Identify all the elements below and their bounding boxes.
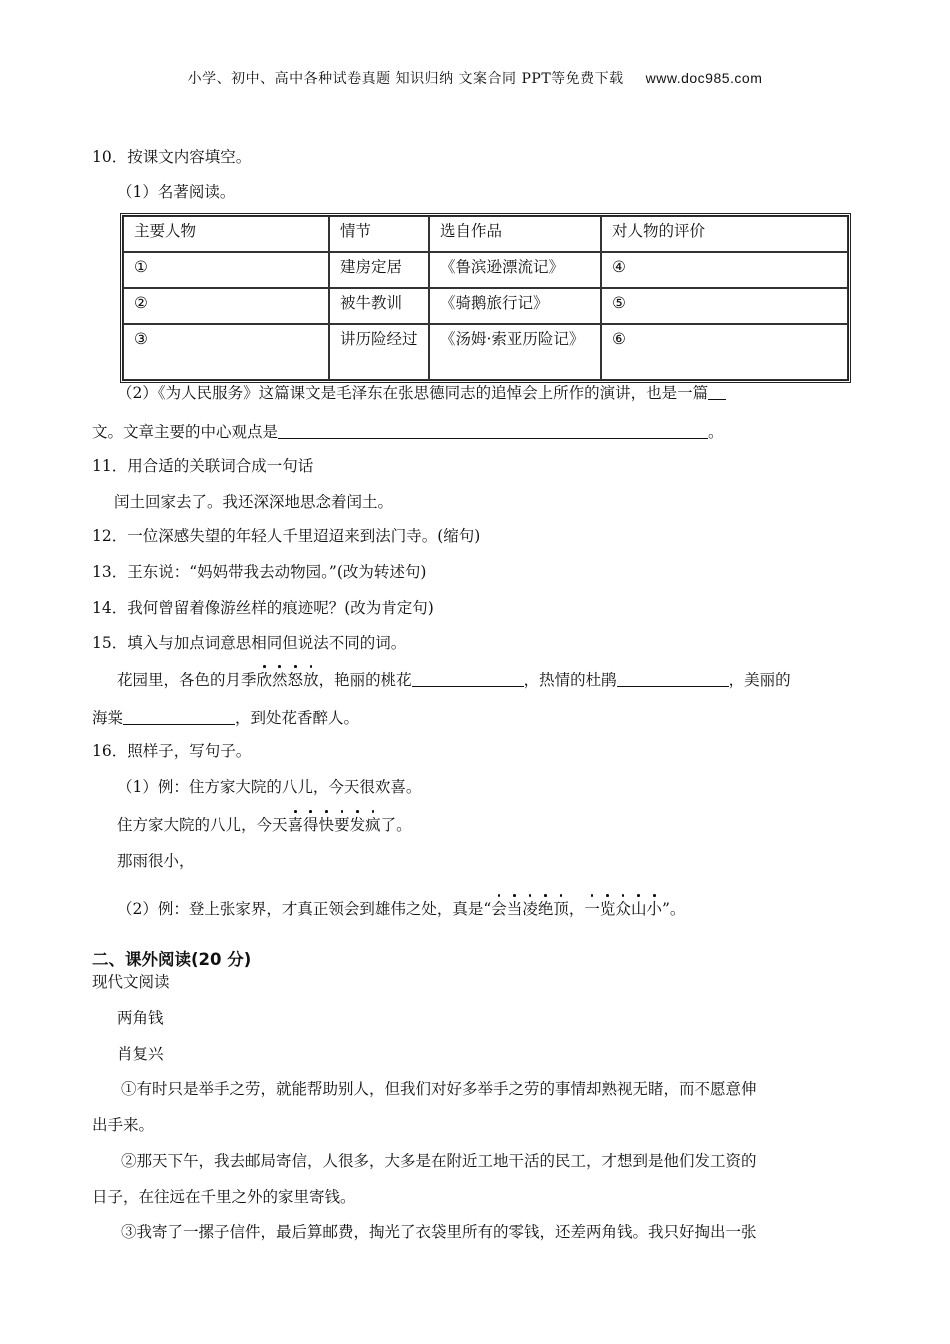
dotted-char: 要	[334, 816, 350, 834]
q15-text: 海棠	[92, 709, 124, 727]
table-cell: ③	[123, 324, 329, 380]
dotted-char: 发	[349, 816, 366, 834]
header-text: 小学、初中、高中各种试卷真题 知识归纳 文案合同 PPT等免费下载	[187, 71, 624, 87]
table-cell: 被牛教训	[329, 288, 429, 324]
table-header-cell: 选自作品	[429, 216, 601, 252]
dotted-char: 怒	[287, 671, 304, 689]
table-cell: 《汤姆·索亚历险记》	[429, 324, 601, 380]
dotted-phrase	[491, 900, 569, 918]
table-header-cell: 情节	[329, 216, 429, 252]
dotted-char: 得	[303, 816, 319, 834]
q16-text: ，	[568, 900, 585, 918]
paragraph-line: 日子，在往远在千里之外的家里寄钱。	[92, 1188, 356, 1206]
table-cell: 《骑鹅旅行记》	[429, 288, 601, 324]
table-cell: ④	[601, 252, 848, 288]
dotted-phrase	[584, 900, 662, 918]
article-author: 肖复兴	[117, 1045, 164, 1063]
table-header-row	[123, 216, 848, 252]
table-row	[123, 324, 848, 380]
q15-line2	[92, 708, 359, 728]
table-cell: ⑤	[601, 288, 848, 324]
dotted-char: 喜	[287, 816, 304, 834]
table-cell: ⑥	[601, 324, 848, 380]
dotted-char: 山	[630, 900, 647, 918]
q10-sub1: （1）名著阅读。	[117, 183, 236, 201]
q16-text: 住方家大院的八儿，今天	[117, 816, 288, 834]
dotted-char: 然	[272, 671, 288, 689]
q15-title: 15．填入与加点词意思相同但说法不同的词。	[92, 634, 407, 652]
paragraph-line: ②那天下午，我去邮局寄信，人很多，大多是在附近工地干活的民工，才想到是他们发工资的	[121, 1152, 757, 1170]
table-cell: 讲历险经过	[329, 324, 429, 380]
table-header-cell: 对人物的评价	[601, 216, 848, 252]
answer-blank[interactable]	[617, 670, 729, 687]
dotted-char: 当	[506, 900, 523, 918]
q13-title: 13．王东说：“妈妈带我去动物园。”(改为转述句)	[92, 563, 427, 581]
dotted-char: 众	[615, 900, 631, 918]
dotted-char: 快	[318, 816, 335, 834]
q10-sub2-text: 文。文章主要的中心观点是	[92, 423, 279, 441]
dotted-char: 放	[303, 671, 319, 689]
q16-text: （2）例：登上张家界，才真正领会到雄伟之处，真是“	[117, 900, 492, 918]
answer-blank[interactable]	[412, 670, 524, 687]
table-header-cell: 主要人物	[123, 216, 329, 252]
table-row	[123, 252, 848, 288]
q16-ex2	[117, 899, 685, 919]
answer-blank[interactable]	[278, 422, 708, 439]
q16-ex1: （1）例：住方家大院的八儿，今天很欢喜。	[117, 778, 422, 796]
answer-blank[interactable]	[123, 708, 235, 725]
dotted-char: 览	[599, 900, 616, 918]
header-url[interactable]: www.doc985.com	[645, 70, 763, 86]
q16-text: 了。	[380, 816, 412, 834]
q11-title: 11．用合适的关联词合成一句话	[92, 457, 314, 475]
answer-blank[interactable]	[708, 383, 726, 400]
q10-title: 10．按课文内容填空。	[92, 148, 252, 166]
section-subtitle: 现代文阅读	[92, 973, 170, 991]
table-cell: 建房定居	[329, 252, 429, 288]
q15-text: 花园里，各色的月季	[117, 671, 257, 689]
dotted-char: 疯	[365, 816, 381, 834]
paragraph-line: ③我寄了一摞子信件，最后算邮费，掏光了衣袋里所有的零钱，还差两角钱。我只好掏出一张	[121, 1223, 757, 1241]
q16-title: 16．照样子，写句子。	[92, 742, 252, 760]
table-cell: ①	[123, 252, 329, 288]
paragraph-line: 出手来。	[92, 1116, 155, 1134]
q15-line1	[117, 670, 791, 690]
dotted-char: 凌	[522, 900, 538, 918]
q10-sub2-line1	[117, 383, 726, 403]
q11-text: 闰土回家去了。我还深深地思念着闰土。	[114, 493, 394, 511]
table-cell: 《鲁滨逊漂流记》	[429, 252, 601, 288]
dotted-phrase	[288, 816, 381, 834]
q14-title: 14．我何曾留着像游丝样的痕迹呢？(改为肯定句)	[92, 599, 434, 617]
q12-title: 12．一位深感失望的年轻人千里迢迢来到法门寺。(缩句)	[92, 527, 481, 545]
book-table	[120, 213, 851, 383]
dotted-char: 绝	[537, 900, 554, 918]
q10-sub2-line2	[92, 422, 724, 442]
section-title: 二、课外阅读(20 分)	[92, 950, 252, 969]
q10-sub2-end: 。	[708, 423, 724, 441]
dotted-phrase	[257, 671, 319, 689]
q15-text: ，热情的杜鹃	[523, 671, 617, 689]
q16-text: ”。	[661, 900, 686, 918]
dotted-char: 顶	[553, 900, 569, 918]
q16-ex1c: 那雨很小，	[117, 852, 195, 870]
dotted-char: 会	[491, 900, 507, 918]
page-header	[0, 68, 950, 88]
q16-ex1b	[117, 815, 412, 835]
dotted-char: 一	[584, 900, 600, 918]
q15-text: ，到处花香醉人。	[235, 709, 360, 727]
article-title: 两角钱	[117, 1009, 164, 1027]
q10-sub2-text: （2）《为人民服务》这篇课文是毛泽东在张思德同志的追悼会上所作的演讲，也是一篇	[117, 384, 709, 402]
q15-text: ，美丽的	[728, 671, 791, 689]
dotted-char: 欣	[256, 671, 273, 689]
table-row	[123, 288, 848, 324]
dotted-char: 小	[646, 900, 662, 918]
paragraph-line: ①有时只是举手之劳，就能帮助别人，但我们对好多举手之劳的事情却熟视无睹，而不愿意伸	[121, 1080, 757, 1098]
table-cell: ②	[123, 288, 329, 324]
q15-text: ，艳丽的桃花	[318, 671, 412, 689]
